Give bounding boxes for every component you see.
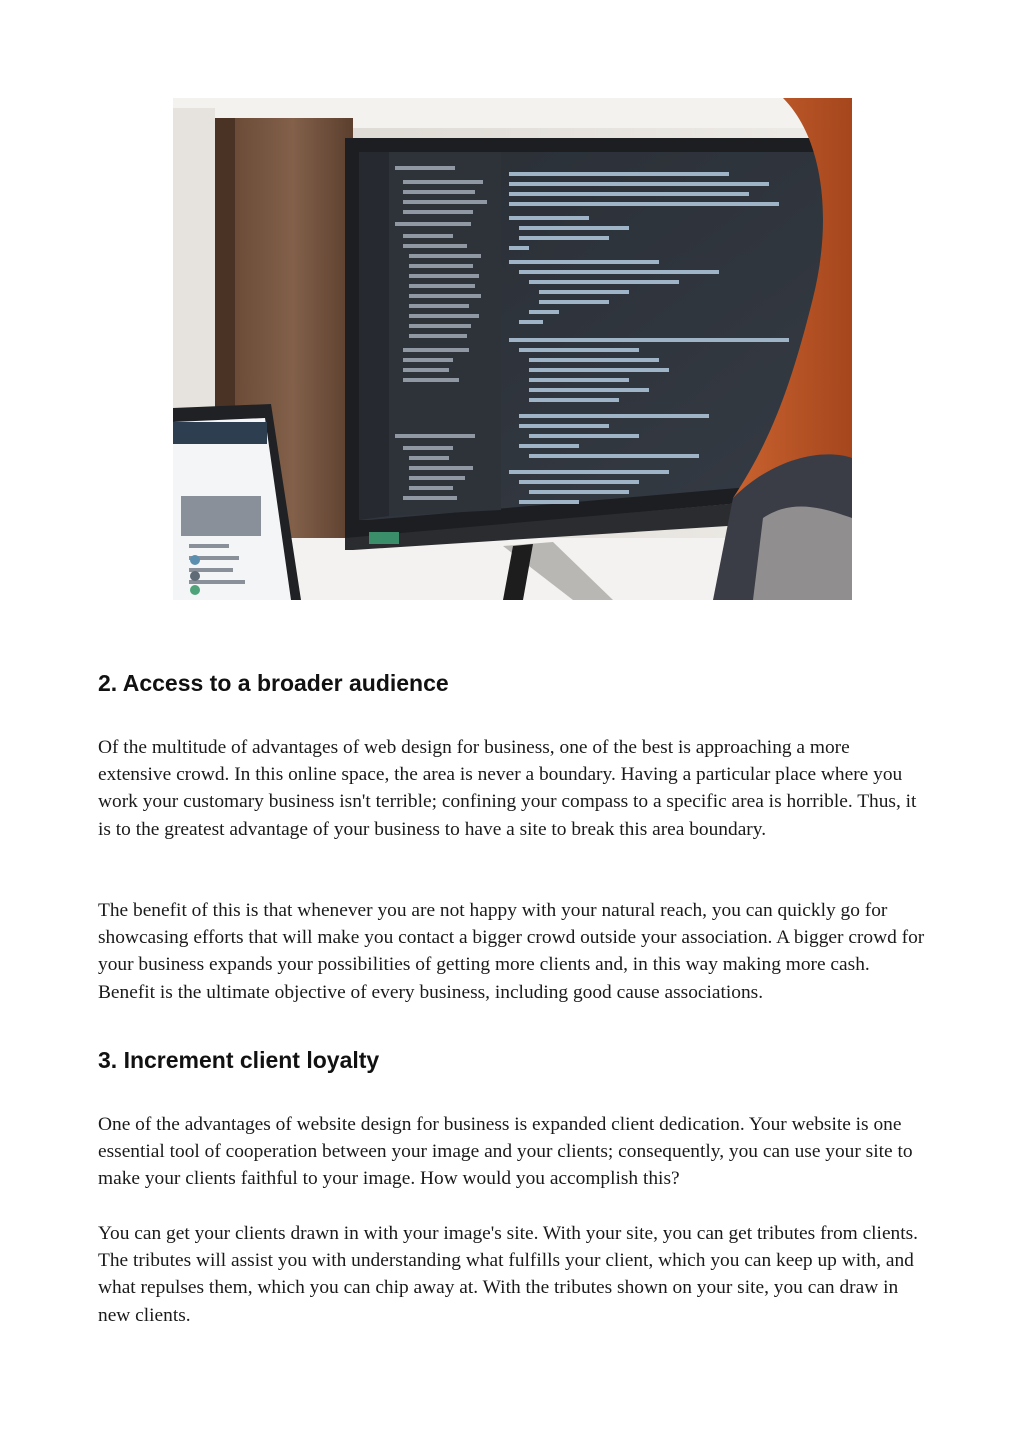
- paragraph: Of the multitude of advantages of web design for business, one of the best is approaching a more extensive crowd. In this online space, the area is never a boundary. Having a particular place where you work your customary business isn't terrible; confining your compass to a specific area is horrible. Thus, it is to the greatest advantage of your business to have a site to break this area boundary.: [98, 737, 917, 840]
- paragraph: You can get your clients drawn in with your image's site. With your site, you can get tributes from clients. The tributes will assist you with understanding what fulfills your client, which you can keep up with, and what repulses them, which you can chip away at. With the tributes shown on your site, you can draw in new clients.: [98, 1223, 919, 1326]
- article-photo: [173, 98, 852, 600]
- paragraph: The benefit of this is that whenever you are not happy with your natural reach, you can quickly go for showcasing efforts that will make you contact a bigger crowd outside your association. A bigger crowd for your business expands your possibilities of getting more clients and, in this way making more cash. Benefit is the ultimate objective of every business, including good cause associations.: [98, 900, 925, 1003]
- section-heading-access-audience: 2. Access to a broader audience: [98, 670, 449, 696]
- section-heading-client-loyalty: 3. Increment client loyalty: [98, 1047, 380, 1073]
- paragraph: One of the advantages of website design for business is expanded client dedication. Your website is one essential tool of cooperation between your image and your clients; consequently, you can use your site to make your clients faithful to your image. How would you accomplish this?: [98, 1114, 913, 1190]
